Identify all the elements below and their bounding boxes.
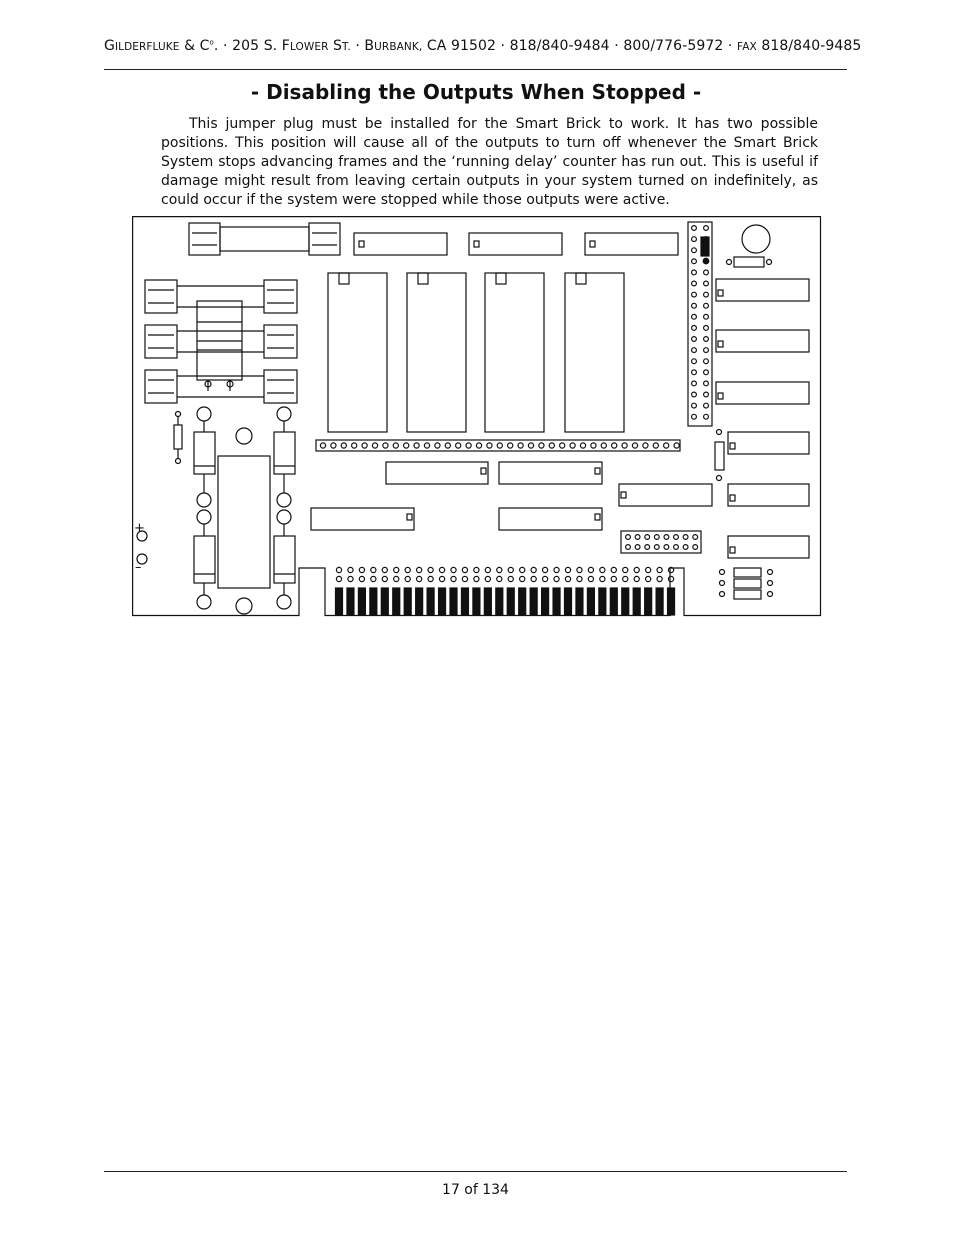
ic-notch (595, 468, 600, 474)
ic-notch (730, 547, 735, 553)
header-pin (704, 226, 709, 231)
small-diode (734, 590, 761, 599)
edge-pin (462, 567, 467, 572)
edge-pin (657, 576, 662, 581)
regulator-pad (236, 598, 252, 614)
edge-pin (531, 576, 536, 581)
fuse-clip-left (189, 223, 220, 255)
regulator-pad (236, 428, 252, 444)
edge-finger (530, 588, 537, 615)
edge-finger (393, 588, 400, 615)
header-pin (692, 248, 697, 253)
header-pin (704, 414, 709, 419)
header-pin (435, 443, 440, 448)
edge-finger (336, 588, 343, 615)
edge-pin (336, 576, 341, 581)
fuse-body (220, 227, 309, 251)
header-pin (414, 443, 419, 448)
ic-mid-5 (619, 484, 712, 506)
diode-body (274, 536, 295, 583)
header-pin (570, 443, 575, 448)
header-pin (704, 348, 709, 353)
header-pin (383, 443, 388, 448)
edge-finger (507, 588, 514, 615)
edge-finger (622, 588, 629, 615)
ic-mid-4 (499, 508, 602, 530)
street-s: S. (263, 38, 282, 54)
header-pin (704, 292, 709, 297)
diode-pad (720, 570, 725, 575)
header-pin (692, 259, 697, 264)
edge-finger (587, 588, 594, 615)
edge-finger (347, 588, 354, 615)
edge-pin (600, 576, 605, 581)
company-initial: G (104, 38, 115, 54)
header-pin (704, 337, 709, 342)
edge-finger (370, 588, 377, 615)
edge-pin (474, 567, 479, 572)
edge-pin (474, 576, 479, 581)
edge-pin (428, 567, 433, 572)
body-paragraph (161, 115, 818, 210)
edge-finger (576, 588, 583, 615)
header-pin (692, 370, 697, 375)
header-pin (692, 392, 697, 397)
edge-pin (543, 567, 548, 572)
header-pin (692, 292, 697, 297)
plus-label: + (134, 521, 145, 536)
ic-top-1 (354, 233, 447, 255)
section-title: - Disabling the Outputs When Stopped - (250, 80, 702, 104)
minus-label: – (135, 560, 142, 575)
small-header (621, 531, 701, 553)
edge-finger (633, 588, 640, 615)
ic-notch (730, 495, 735, 501)
header-pin (692, 381, 697, 386)
header-pin (664, 443, 669, 448)
header-pin (632, 443, 637, 448)
edge-finger (427, 588, 434, 615)
header-pin (622, 443, 627, 448)
company-superscript: o (209, 38, 214, 47)
edge-pin (428, 576, 433, 581)
diode-pad (768, 570, 773, 575)
page-header (104, 38, 862, 54)
fuse-clip-left-row (145, 325, 177, 358)
ic-notch (621, 492, 626, 498)
header-pin (372, 443, 377, 448)
component-pad (197, 595, 211, 609)
street-st-rest: T. (342, 41, 351, 53)
fax-number: 818/840-9485 (756, 38, 862, 54)
header-rule (104, 69, 847, 70)
header-pin (693, 535, 698, 540)
header-pin (539, 443, 544, 448)
edge-finger (565, 588, 572, 615)
resistor-pad (176, 412, 181, 417)
small-diode (734, 579, 761, 588)
street-rest: LOWER (289, 41, 329, 53)
header-pin (704, 403, 709, 408)
diode-pad (768, 592, 773, 597)
header-pin (591, 443, 596, 448)
edge-finger (404, 588, 411, 615)
edge-pin (336, 567, 341, 572)
edge-pin (508, 576, 513, 581)
edge-pin (348, 576, 353, 581)
edge-pin (497, 567, 502, 572)
edge-pin (646, 567, 651, 572)
edge-pin (497, 576, 502, 581)
header-pin (518, 443, 523, 448)
edge-pin (565, 567, 570, 572)
header-pin (674, 535, 679, 540)
edge-pin (554, 576, 559, 581)
header-pin (487, 443, 492, 448)
eprom-chip (565, 273, 624, 432)
ic-notch (718, 290, 723, 296)
header-pin (508, 443, 513, 448)
header-pin (692, 237, 697, 242)
header-pin (664, 545, 669, 550)
header-pin (601, 443, 606, 448)
edge-pin (577, 576, 582, 581)
board-outline (133, 217, 821, 616)
header-pin (341, 443, 346, 448)
edge-pin (508, 567, 513, 572)
edge-finger (484, 588, 491, 615)
edge-pin (371, 567, 376, 572)
edge-pin (485, 567, 490, 572)
regulator-block (218, 456, 270, 588)
fuse-clip-right-row (264, 325, 297, 358)
small-diode (734, 568, 761, 577)
edge-finger (473, 588, 480, 615)
header-pin (549, 443, 554, 448)
edge-finger (519, 588, 526, 615)
header-pin (456, 443, 461, 448)
diode-pad (720, 581, 725, 586)
edge-finger (381, 588, 388, 615)
eprom-chip (328, 273, 387, 432)
edge-pin (405, 576, 410, 581)
ic-mid-3 (311, 508, 414, 530)
header-pin (362, 443, 367, 448)
edge-finger (553, 588, 560, 615)
header-pin (466, 443, 471, 448)
header-pin (497, 443, 502, 448)
ic-right (716, 279, 809, 301)
company-name-rest: ILDERFLUKE (114, 41, 180, 53)
header-pin (692, 326, 697, 331)
header-pin (476, 443, 481, 448)
circuit-board-diagram (132, 216, 822, 622)
edge-finger (450, 588, 457, 615)
resistor-body (715, 442, 724, 470)
edge-pin (611, 567, 616, 572)
header-pin (683, 545, 688, 550)
ic-notch (474, 241, 479, 247)
crystal-can (742, 225, 770, 253)
edge-pin (485, 576, 490, 581)
header-pin (654, 545, 659, 550)
header-pin (653, 443, 658, 448)
edge-pin (554, 567, 559, 572)
header-pin (704, 381, 709, 386)
header-pin (704, 370, 709, 375)
fuse-clip-right-row (264, 370, 297, 403)
ic-notch (730, 443, 735, 449)
ic-right (716, 382, 809, 404)
diode-pad (720, 592, 725, 597)
edge-pin (439, 576, 444, 581)
header-pin (331, 443, 336, 448)
edge-pin (348, 567, 353, 572)
header-pin (654, 535, 659, 540)
edge-pin (417, 576, 422, 581)
header-pin (692, 414, 697, 419)
eprom-notch (339, 273, 349, 284)
header-pin (645, 545, 650, 550)
header-pin (528, 443, 533, 448)
resistor-pad (717, 430, 722, 435)
edge-pin (451, 576, 456, 581)
header-pin (560, 443, 565, 448)
header-pin (692, 303, 697, 308)
ic-notch (481, 468, 486, 474)
component-pad (277, 510, 291, 524)
component-pad (197, 407, 211, 421)
header-pin (692, 359, 697, 364)
edge-pin (588, 576, 593, 581)
edge-pin (646, 576, 651, 581)
eprom-notch (418, 273, 428, 284)
edge-finger (542, 588, 549, 615)
edge-pin (405, 567, 410, 572)
header-pin (674, 545, 679, 550)
edge-pin (577, 567, 582, 572)
diode-body (194, 432, 215, 474)
header-pin (704, 314, 709, 319)
header-pin (692, 403, 697, 408)
header-pin (683, 535, 688, 540)
header-pin (704, 303, 709, 308)
header-pin (692, 314, 697, 319)
page-number: 17 of 134 (442, 1182, 509, 1198)
resistor-pad (717, 476, 722, 481)
fuse-clip-left-row (145, 370, 177, 403)
pin-header-strip (316, 440, 680, 451)
edge-finger (645, 588, 652, 615)
edge-pin (359, 576, 364, 581)
header-pin (692, 348, 697, 353)
ic-notch (595, 514, 600, 520)
header-pin (626, 545, 631, 550)
diode-pad (768, 581, 773, 586)
edge-pin (382, 576, 387, 581)
state-zip-phones: CA 91502 · 818/840-9484 · 800/776-5972 · (422, 38, 738, 54)
resistor-pad (727, 260, 732, 265)
header-pin (692, 281, 697, 286)
resistor-body (174, 425, 182, 449)
footer-rule (104, 1171, 847, 1172)
edge-finger (461, 588, 468, 615)
edge-pin (417, 567, 422, 572)
header-pin (580, 443, 585, 448)
ic-notch (407, 514, 412, 520)
edge-pin (462, 576, 467, 581)
header-pin (674, 443, 679, 448)
edge-pin (451, 567, 456, 572)
header-pin (704, 392, 709, 397)
fuse-clip-left-row (145, 280, 177, 313)
edge-pin (634, 576, 639, 581)
header-pin (643, 443, 648, 448)
edge-pin (623, 567, 628, 572)
edge-pin (371, 576, 376, 581)
header-pin (692, 226, 697, 231)
resistor-body (734, 257, 764, 267)
header-pin (704, 281, 709, 286)
header-pin (704, 326, 709, 331)
edge-finger (610, 588, 617, 615)
resistor-pad (767, 260, 772, 265)
component-pad (197, 510, 211, 524)
ic-right (716, 330, 809, 352)
eprom-notch (496, 273, 506, 284)
header-pin (393, 443, 398, 448)
edge-pin (543, 576, 548, 581)
edge-pin (668, 576, 673, 581)
edge-finger (416, 588, 423, 615)
edge-pin (382, 567, 387, 572)
street-st-s: S (328, 38, 343, 54)
edge-finger (668, 588, 675, 615)
edge-finger (496, 588, 503, 615)
component-pad (277, 595, 291, 609)
ic-notch (590, 241, 595, 247)
eprom-chip (407, 273, 466, 432)
resistor-pad (176, 459, 181, 464)
edge-pin (520, 576, 525, 581)
edge-finger (656, 588, 663, 615)
edge-finger (599, 588, 606, 615)
header-pin (635, 535, 640, 540)
fuse-clip-right-row (264, 280, 297, 313)
header-sep-1: . · 205 (213, 38, 264, 54)
header-pin (692, 337, 697, 342)
ic-notch (718, 341, 723, 347)
edge-pin (565, 576, 570, 581)
header-pin (693, 545, 698, 550)
fuse-clip-right (309, 223, 340, 255)
header-sep-2: · (350, 38, 365, 54)
ic-right (728, 432, 809, 454)
header-pin (692, 270, 697, 275)
header-pin (704, 270, 709, 275)
header-pin (635, 545, 640, 550)
header-pin (320, 443, 325, 448)
edge-pin (588, 567, 593, 572)
jumper-plug (701, 237, 709, 256)
circuit-board-svg (132, 216, 822, 618)
diode-body (274, 432, 295, 474)
ic-right (728, 536, 809, 558)
edge-finger (439, 588, 446, 615)
component-pad (197, 493, 211, 507)
edge-pin (439, 567, 444, 572)
ic-notch (718, 393, 723, 399)
jumper-pin (703, 258, 709, 264)
edge-pin (600, 567, 605, 572)
edge-pin (520, 567, 525, 572)
header-pin (704, 359, 709, 364)
edge-pin (634, 567, 639, 572)
edge-pin (611, 576, 616, 581)
edge-pin (623, 576, 628, 581)
edge-pin (394, 567, 399, 572)
city-b: B (364, 38, 375, 54)
edge-pin (359, 567, 364, 572)
company-amp: & C (184, 38, 210, 54)
city-rest: URBANK, (374, 41, 423, 53)
header-pin (664, 535, 669, 540)
component-pad (277, 407, 291, 421)
header-pin (404, 443, 409, 448)
ic-mid-1 (386, 462, 488, 484)
ic-right (728, 484, 809, 506)
component-pad (277, 493, 291, 507)
edge-pin (531, 567, 536, 572)
ic-notch (359, 241, 364, 247)
header-pin (626, 535, 631, 540)
paragraph-text: This jumper plug must be installed for the Smart Brick to work. It has two possible positions. This position will cause all of the outputs to turn off whenever the Smart Brick System stops advancing frames and the ‘running delay’ counter has run out. This is useful if damage might result from leaving certain outputs in your system turned on indefinitely, as could occur if the system were stopped while those outputs were active. (161, 116, 818, 208)
diode-body (194, 536, 215, 583)
eprom-chip (485, 273, 544, 432)
edge-pin (394, 576, 399, 581)
ic-top-3 (585, 233, 678, 255)
header-pin (424, 443, 429, 448)
street-f: F (281, 38, 290, 54)
header-pin (645, 535, 650, 540)
header-pin (445, 443, 450, 448)
fax-label: FAX (737, 41, 757, 53)
eprom-notch (576, 273, 586, 284)
edge-finger (358, 588, 365, 615)
header-pin (612, 443, 617, 448)
header-pin (352, 443, 357, 448)
ic-mid-2 (499, 462, 602, 484)
edge-pin (657, 567, 662, 572)
ic-top-2 (469, 233, 562, 255)
